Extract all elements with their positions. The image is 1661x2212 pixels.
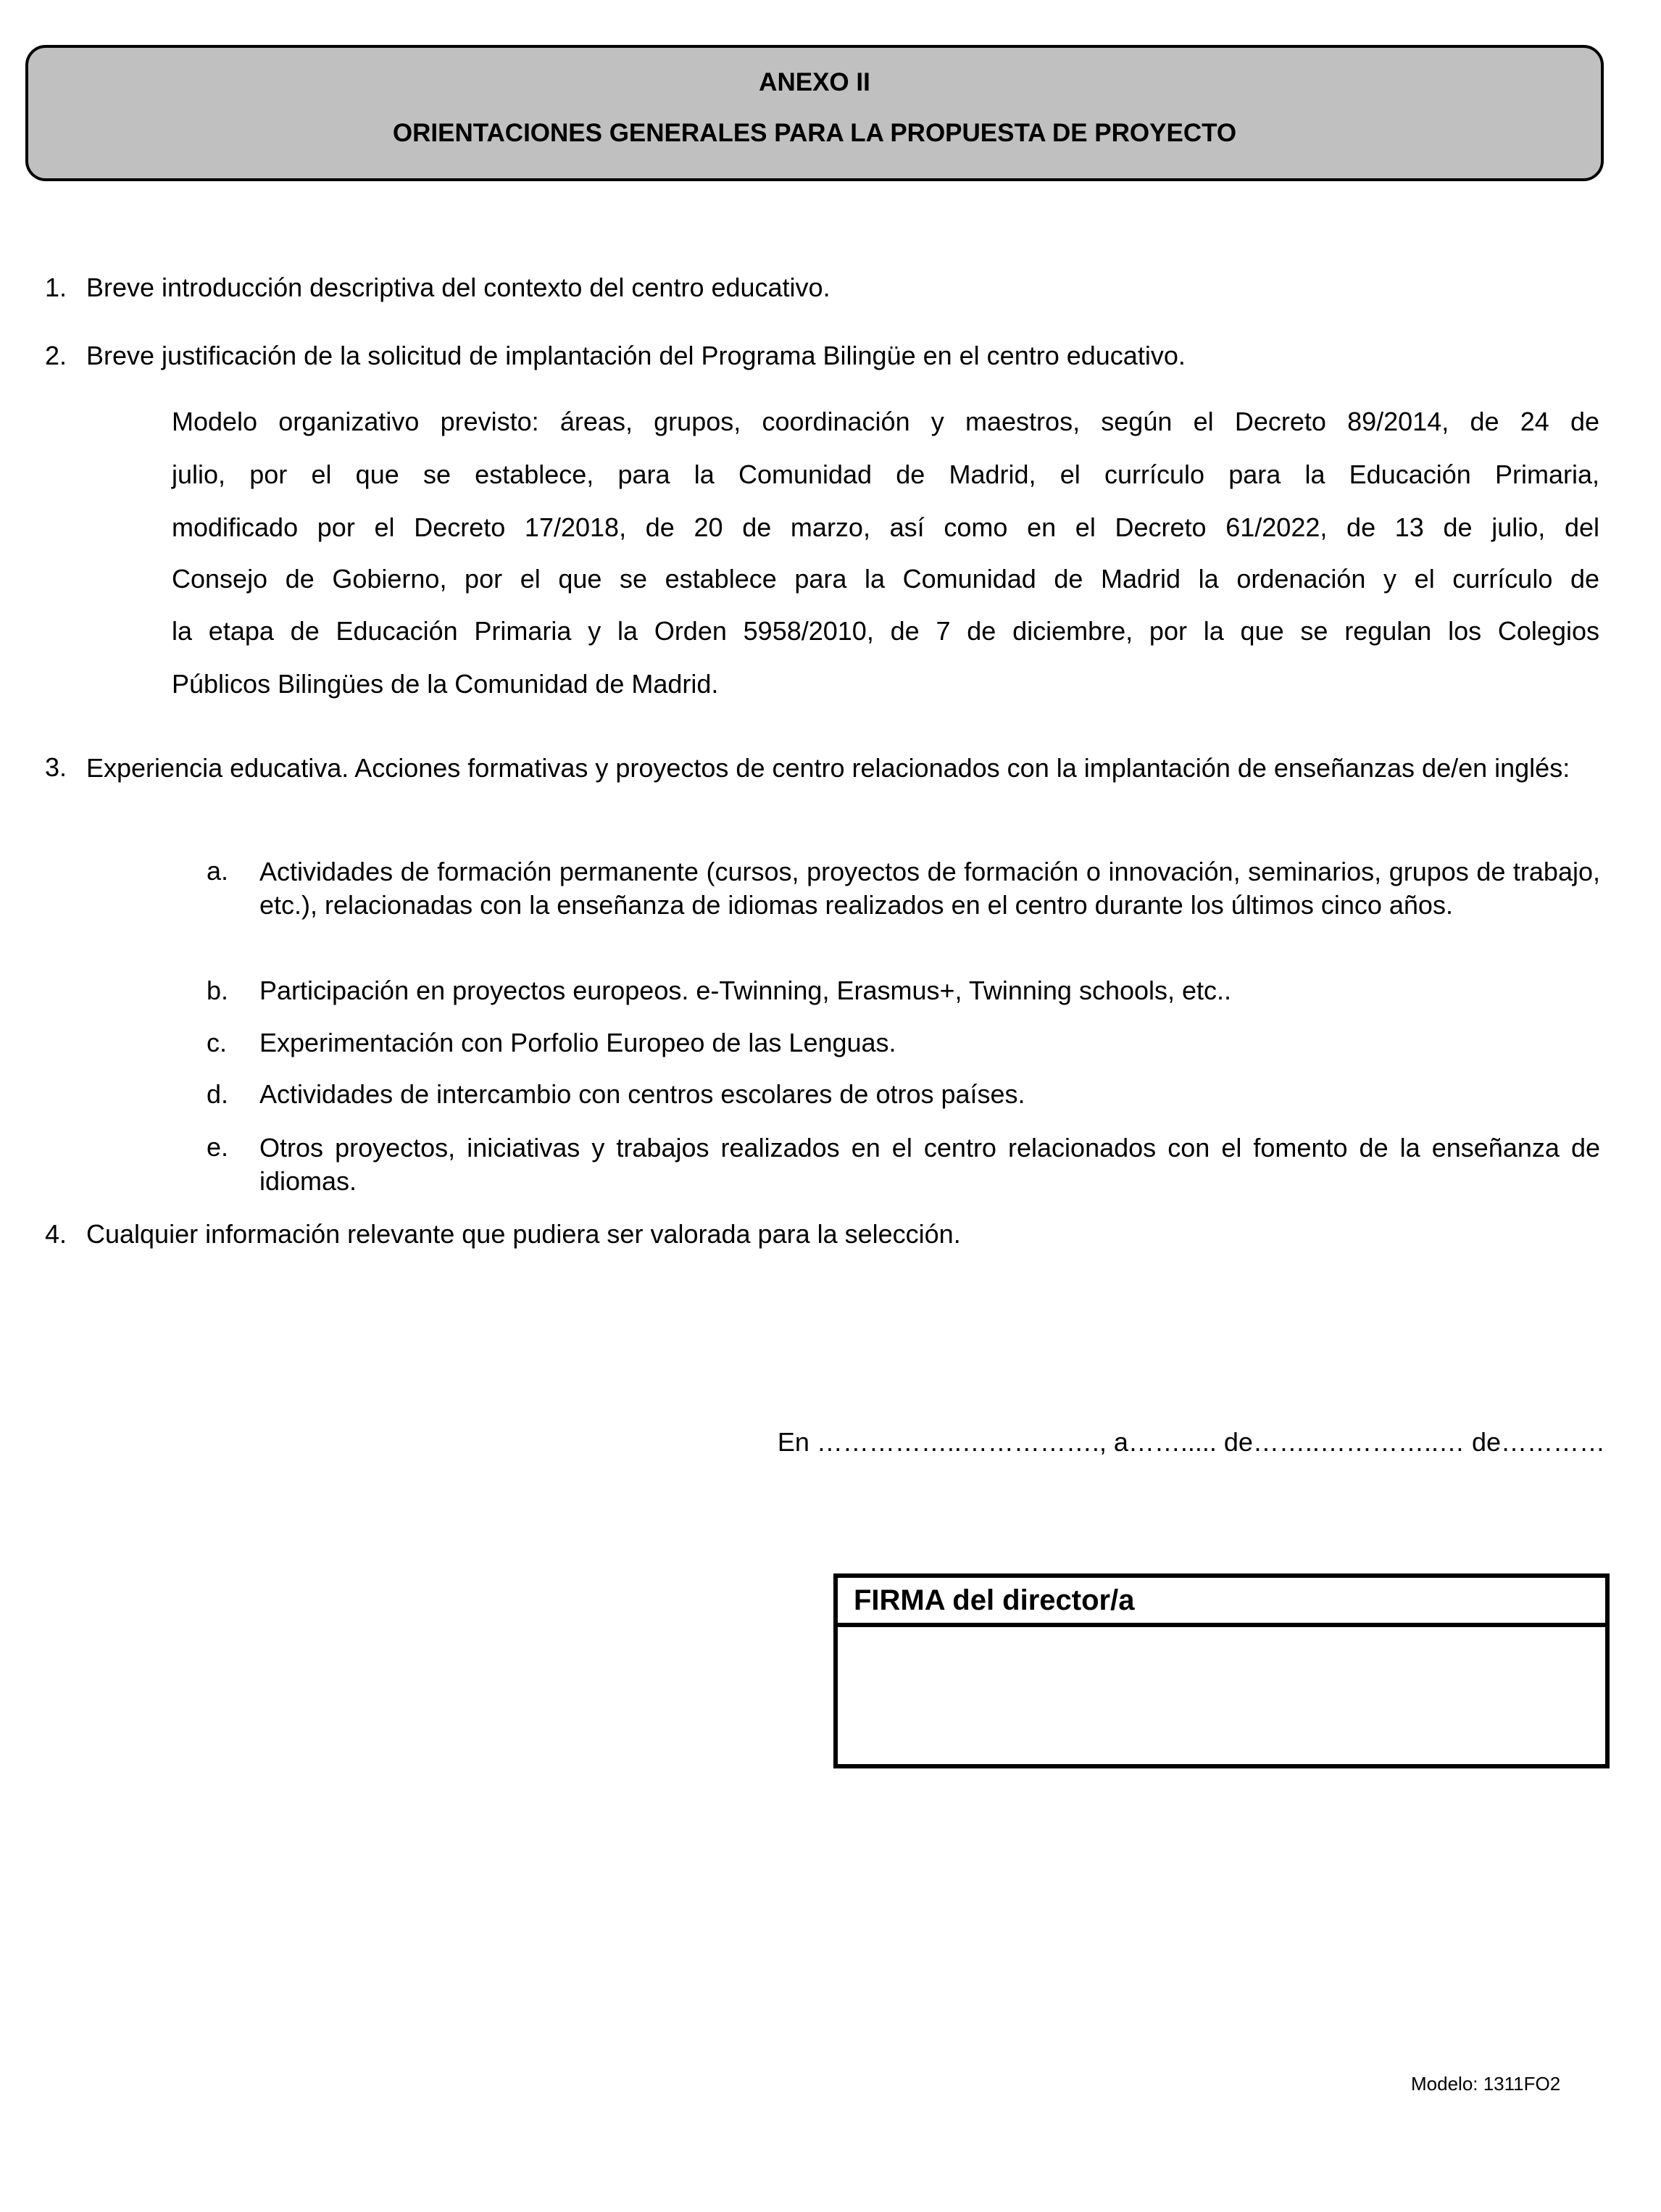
annex-header-box (25, 45, 1604, 181)
item-text: Breve introducción descriptiva del contexto del centro educativo. (86, 273, 830, 302)
item-number: 1. (45, 273, 67, 302)
signature-box[interactable] (833, 1573, 1610, 1768)
subitem-text: Otros proyectos, iniciativas y trabajos realizados en el centro relacionados con el fomento de la enseñanza de idiomas. (259, 1133, 1600, 1196)
signature-label: FIRMA del director/a (838, 1578, 1605, 1627)
subitem-text: Actividades de intercambio con centros escolares de otros países. (259, 1079, 1025, 1109)
paragraph-line: Consejo de Gobierno, por el que se establece para la Comunidad de Madrid la ordenación y el currículo de (172, 564, 1599, 594)
model-code: Modelo: 1311FO2 (1411, 2073, 1561, 2095)
subitem-letter: d. (207, 1079, 229, 1109)
subitem-text: Participación en proyectos europeos. e-Twinning, Erasmus+, Twinning schools, etc.. (259, 976, 1232, 1005)
subitem-letter: a. (207, 856, 229, 886)
subitem-text: Actividades de formación permanente (cursos, proyectos de formación o innovación, seminarios, grupos de trabajo, etc.), relacionadas con la enseñanza de idiomas realizados en el centro durante los últimos cinco años. (259, 857, 1600, 920)
item-text: Experiencia educativa. Acciones formativas y proyectos de centro relacionados con la implantación de enseñanzas de/en inglés: (86, 753, 1570, 783)
item-number: 4. (45, 1219, 67, 1249)
paragraph-line: modificado por el Decreto 17/2018, de 20 de marzo, así como en el Decreto 61/2022, de 13 de julio, del (172, 512, 1599, 542)
item-number: 3. (45, 752, 67, 782)
paragraph-line: julio, por el que se establece, para la Comunidad de Madrid, el currículo para la Educación Primaria, (172, 460, 1599, 489)
annex-subtitle: ORIENTACIONES GENERALES PARA LA PROPUESTA DE PROYECTO (392, 119, 1237, 147)
annex-title: ANEXO II (759, 68, 870, 96)
place-date-line[interactable]: En ……………..……………., a……..... de……..…………..… de………… (777, 1427, 1605, 1457)
item-text: Breve justificación de la solicitud de implantación del Programa Bilingüe en el centro educativo. (86, 341, 1186, 370)
paragraph-line: la etapa de Educación Primaria y la Orden 5958/2010, de 7 de diciembre, por la que se regulan los Colegios (172, 616, 1599, 646)
subitem-letter: e. (207, 1132, 229, 1162)
paragraph-line: Modelo organizativo previsto: áreas, grupos, coordinación y maestros, según el Decreto 89/2014, de 24 de (172, 407, 1599, 436)
subitem-letter: b. (207, 976, 229, 1005)
subitem-text: Experimentación con Porfolio Europeo de las Lenguas. (259, 1028, 896, 1057)
subitem-letter: c. (207, 1028, 228, 1057)
paragraph-line: Públicos Bilingües de la Comunidad de Madrid. (172, 669, 719, 699)
item-number: 2. (45, 341, 67, 370)
item-text: Cualquier información relevante que pudiera ser valorada para la selección. (86, 1219, 961, 1249)
